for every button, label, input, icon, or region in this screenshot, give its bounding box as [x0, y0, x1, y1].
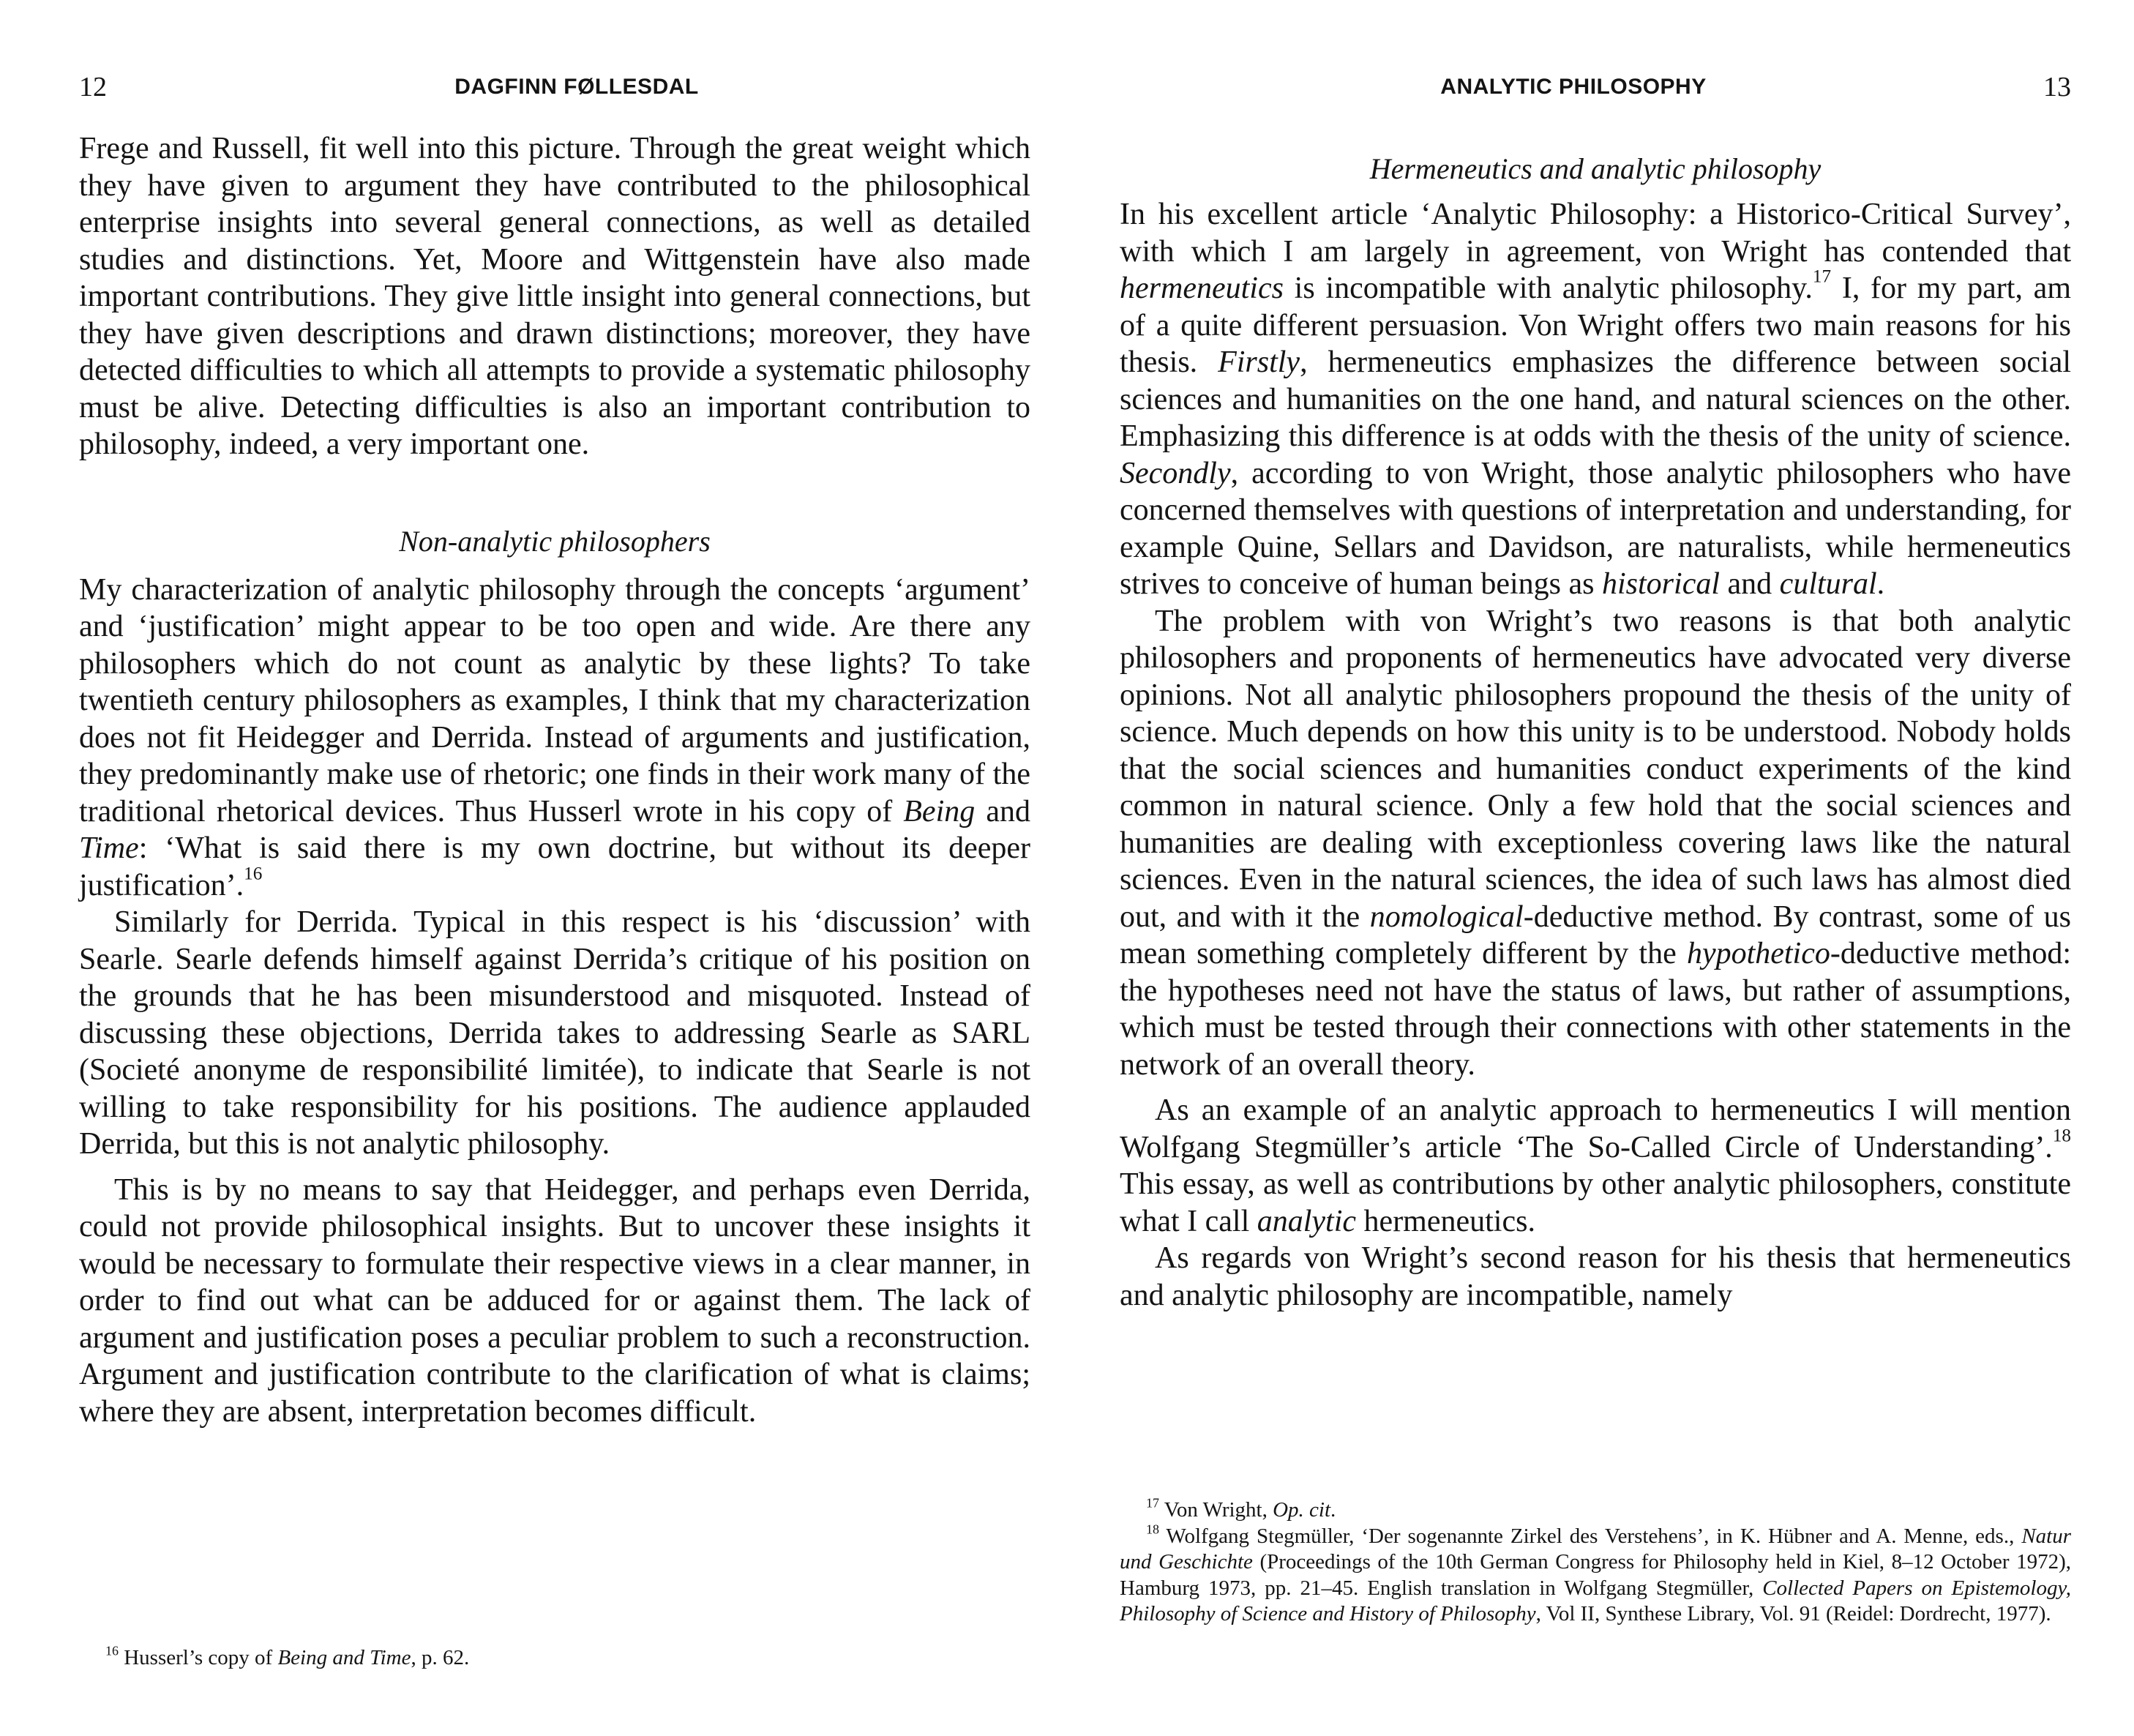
footnote-16: $^{16}$ Husserl’s copy of Being and Time, p. 62.	[105, 1643, 470, 1669]
left-running-head	[79, 69, 1030, 105]
right-body	[1120, 151, 2071, 1314]
footnote-17: $^{17}$ Von Wright, Op. cit.	[1146, 1495, 1336, 1522]
section-heading-hermeneutics: Hermeneutics and analytic philosophy	[1369, 152, 1822, 185]
running-head-author: DAGFINN FØLLESDAL	[454, 75, 699, 99]
right-paragraph-4: As regards von Wright’s second reason for his thesis that hermeneutics and analytic philosophy are incompatible, namely	[1120, 1241, 2071, 1312]
page-number-left: 12	[79, 72, 107, 102]
running-head-title: ANALYTIC PHILOSOPHY	[1440, 75, 1707, 99]
left-paragraph-3: Similarly for Derrida. Typical in this respect is his ‘discussion’ with Searle. Searle defends himself against Derrida’s critique of his position on the grounds that he has been misunderstood and misquoted. Instead of discussing these objections, Derrida takes to addressing Searle as SARL (Societé anonyme de responsibilité limitée), to indicate that Searle is not willing to take responsibility for his positions. The audience applauded Derrida, but this is not analytic philosophy.	[79, 905, 1030, 1161]
left-paragraph-4: This is by no means to say that Heidegger, and perhaps even Derrida, could not provide philosophical insights. But to uncover these insights it would be necessary to formulate their respective views in a clear manner, in order to find out what can be adduced for or against them. The lack of argument and justification poses a peculiar problem to such a reconstruction. Argument and justification contribute to the clarification of what is claims; where they are absent, interpretation becomes difficult.	[79, 1172, 1030, 1429]
footnote-18: $^{18}$ Wolfgang Stegmüller, ‘Der sogenannte Zirkel des Verstehens’, in K. Hübner and A. Menne, eds., Natur und Geschichte (Proceedings of the 10th German Congress for Philosophy held in Kiel, 8–12 October 1972), Hamburg 1973, pp. 21–45. English translation in Wolfgang Stegmüller, Collected Papers on Epistemology, Philosophy of Science and History of Philosophy, Vol II, Synthese Library, Vol. 91 (Reidel: Dordrecht, 1977).	[1120, 1521, 2071, 1625]
footnote-ref-18: 18	[2052, 1126, 2071, 1146]
left-paragraph-1: Frege and Russell, fit well into this picture. Through the great weight which they have given to argument they have contributed to the philosophical enterprise insights into several general connections, as well as detailed studies and distinctions. Yet, Moore and Wittgenstein have also made important contributions. They give little insight into general connections, but they have given descriptions and drawn distinctions; moreover, they have detected difficulties to which all attempts to provide a systematic philosophy must be alive. Detecting difficulties is also an important contribution to philosophy, indeed, a very important one.	[79, 132, 1030, 461]
right-paragraph-2: The problem with von Wright’s two reasons is that both analytic philosophers and proponents of hermeneutics have advocated very diverse opinions. Not all analytic philosophers propound the thesis of the unity of science. Much depends on how this unity is to be understood. Nobody holds that the social sciences and humanities conduct experiments of the kind common in natural science. Only a few hold that the social sciences and humanities are dealing with exceptionless covering laws like the natural sciences. Even in the natural sciences, the idea of such laws has almost died out, and with it the nomological-deductive method. By contrast, some of us mean something completely different by the hypothetico-deductive method: the hypotheses need not have the status of laws, but rather of assumptions, which must be tested through their connections with other statements in the network of an overall theory.	[1120, 604, 2071, 1082]
left-page	[79, 0, 1030, 1736]
right-footnotes	[1120, 1497, 2071, 1628]
footnote-ref-16: 16	[244, 864, 263, 884]
left-paragraph-2: My characterization of analytic philosophy through the concepts ‘argument’ and ‘justification’ might appear to be too open and wide. Are there any philosophers which do not count as analytic by these lights? To take twentieth century philosophers as examples, I think that my characterization does not fit Heidegger and Derrida. Instead of arguments and justification, they predominantly make use of rhetoric; one finds in their work many of the traditional rhetorical devices. Thus Husserl wrote in his copy of Being and Time: ‘What is said there is my own doctrine, but without its deeper justification’.$^{16}$	[79, 572, 1030, 902]
right-running-head	[1120, 69, 2071, 105]
left-footnotes	[79, 1645, 1030, 1672]
right-paragraph-3: As an example of an analytic approach to hermeneutics I will mention Wolfgang Stegmüller’s article ‘The So-Called Circle of Understanding’.$^{18}$ This essay, as well as contributions by other analytic philosophers, constitute what I call analytic hermeneutics.	[1120, 1093, 2071, 1238]
footnote-ref-17: 17	[1812, 266, 1832, 287]
right-paragraph-1: In his excellent article ‘Analytic Philosophy: a Historico-Critical Survey’, with which I am largely in agreement, von Wright has contended that hermeneutics is incompatible with analytic philosophy.$^{17}$ I, for my part, am of a quite different persuasion. Von Wright offers two main reasons for his thesis. Firstly, hermeneutics emphasizes the difference between social sciences and humanities on the one hand, and natural sciences on the other. Emphasizing this difference is at odds with the thesis of the unity of science. Secondly, according to von Wright, those analytic philosophers who have concerned themselves with questions of interpretation and understanding, for example Quine, Sellars and Davidson, are naturalists, while hermeneutics strives to conceive of human beings as historical and cultural.	[1120, 198, 2072, 601]
left-body	[79, 130, 1030, 1430]
section-heading-non-analytic: Non-analytic philosophers	[399, 524, 711, 558]
page-number-right: 13	[2043, 72, 2071, 102]
right-page	[1120, 0, 2071, 1736]
